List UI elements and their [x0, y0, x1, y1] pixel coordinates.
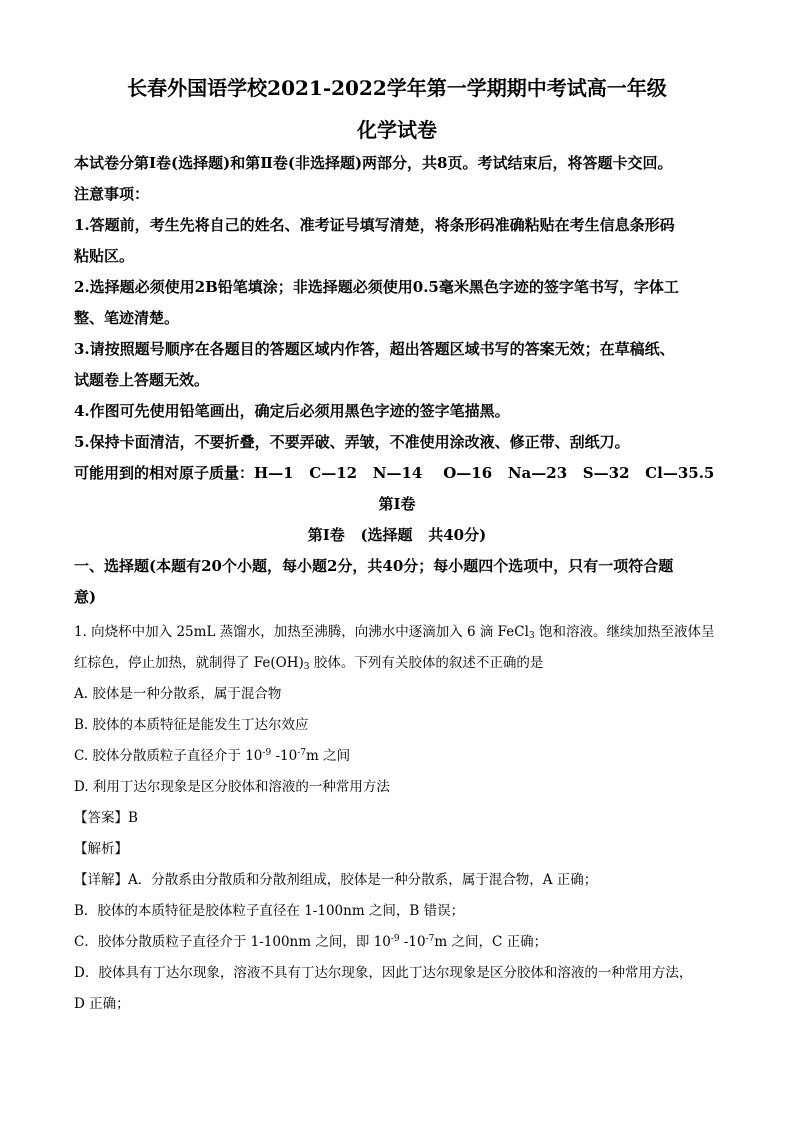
notice-item-2: 2.选择题必须使用2B铅笔填涂；非选择题必须使用0.5毫米黑色字迹的签字笔书写，字体工: [74, 278, 679, 296]
notice-item-1-cont: 粘贴区。: [74, 247, 135, 265]
option-a: A. 胶体是一种分散系，属于混合物: [74, 686, 282, 702]
part-heading-cont: 意): [74, 588, 97, 606]
detail-d-cont: D 正确；: [74, 996, 130, 1012]
volume-subheading: 第Ⅰ卷 (选择题 共40分): [307, 526, 487, 544]
detail-a: 【详解】A．分散系由分散质和分散剂组成，胶体是一种分散系，属于混合物，A 正确；: [74, 872, 598, 888]
volume-heading: 第Ⅰ卷: [378, 495, 416, 513]
option-d: D. 利用丁达尔现象是区分胶体和溶液的一种常用方法: [74, 779, 390, 795]
notice-item-3-cont: 试题卷上答题无效。: [74, 371, 210, 389]
notice-item-2-cont: 整、笔迹清楚。: [74, 309, 180, 327]
option-c: C. 胶体分散质粒子直径介于 $10^{-9}$ $-10^{-7}m$ 之间: [74, 748, 351, 764]
notice-item-3: 3.请按照题号顺序在各题目的答题区域内作答，超出答题区域书写的答案无效；在草稿纸、: [74, 340, 675, 358]
detail-c: C．胶体分散质粒子直径介于 1-100nm 之间，即 $10^{-9}$ $-10^{-7}m$ 之间，C 正确；: [74, 934, 548, 950]
analysis-label: 【解析】: [74, 841, 128, 857]
notice-item-1: 1.答题前，考生先将自己的姓名、准考证号填写清楚，将条形码准确粘贴在考生信息条形码: [74, 216, 675, 234]
question-1-stem: 1. 向烧杯中加入 25mL 蒸馏水，加热至沸腾，向沸水中逐滴加入 6 滴 FeCl$_3$ 饱和溶液。继续加热至液体呈: [74, 624, 715, 641]
notice-item-5: 5.保持卡面清洁，不要折叠，不要弄破、弄皱，不准使用涂改液、修正带、刮纸刀。: [74, 433, 630, 451]
detail-b: B．胶体的本质特征是胶体粒子直径在 1-100nm 之间，B 错误；: [74, 903, 465, 919]
detail-d: D．胶体具有丁达尔现象，溶液不具有丁达尔现象，因此丁达尔现象是区分胶体和溶液的一种常用方法，: [74, 965, 693, 981]
exam-subtitle: 化学试卷: [357, 118, 437, 142]
question-1-stem-cont: 红棕色，停止加热，就制得了 $Fe(OH)_3$ 胶体。下列有关胶体的叙述不正确的是: [74, 655, 544, 672]
exam-title: 长春外国语学校2021-2022学年第一学期期中考试高一年级: [127, 76, 667, 100]
part-heading: 一、选择题(本题有20个小题，每小题2分，共40分；每小题四个选项中，只有一项符合题: [74, 557, 674, 575]
atomic-mass-line: 可能用到的相对原子质量：H—1 C—12 N—14 O—16 Na—23 S—32 Cl—35.5: [74, 464, 715, 482]
exam-intro: 本试卷分第Ⅰ卷(选择题)和第Ⅱ卷(非选择题)两部分，共8页。考试结束后，将答题卡交回。: [74, 154, 673, 172]
notice-item-4: 4.作图可先使用铅笔画出，确定后必须用黑色字迹的签字笔描黑。: [74, 402, 510, 420]
option-b: B. 胶体的本质特征是能发生丁达尔效应: [74, 717, 309, 733]
answer-label: 【答案】B: [74, 810, 138, 826]
notice-heading: 注意事项：: [74, 185, 150, 203]
